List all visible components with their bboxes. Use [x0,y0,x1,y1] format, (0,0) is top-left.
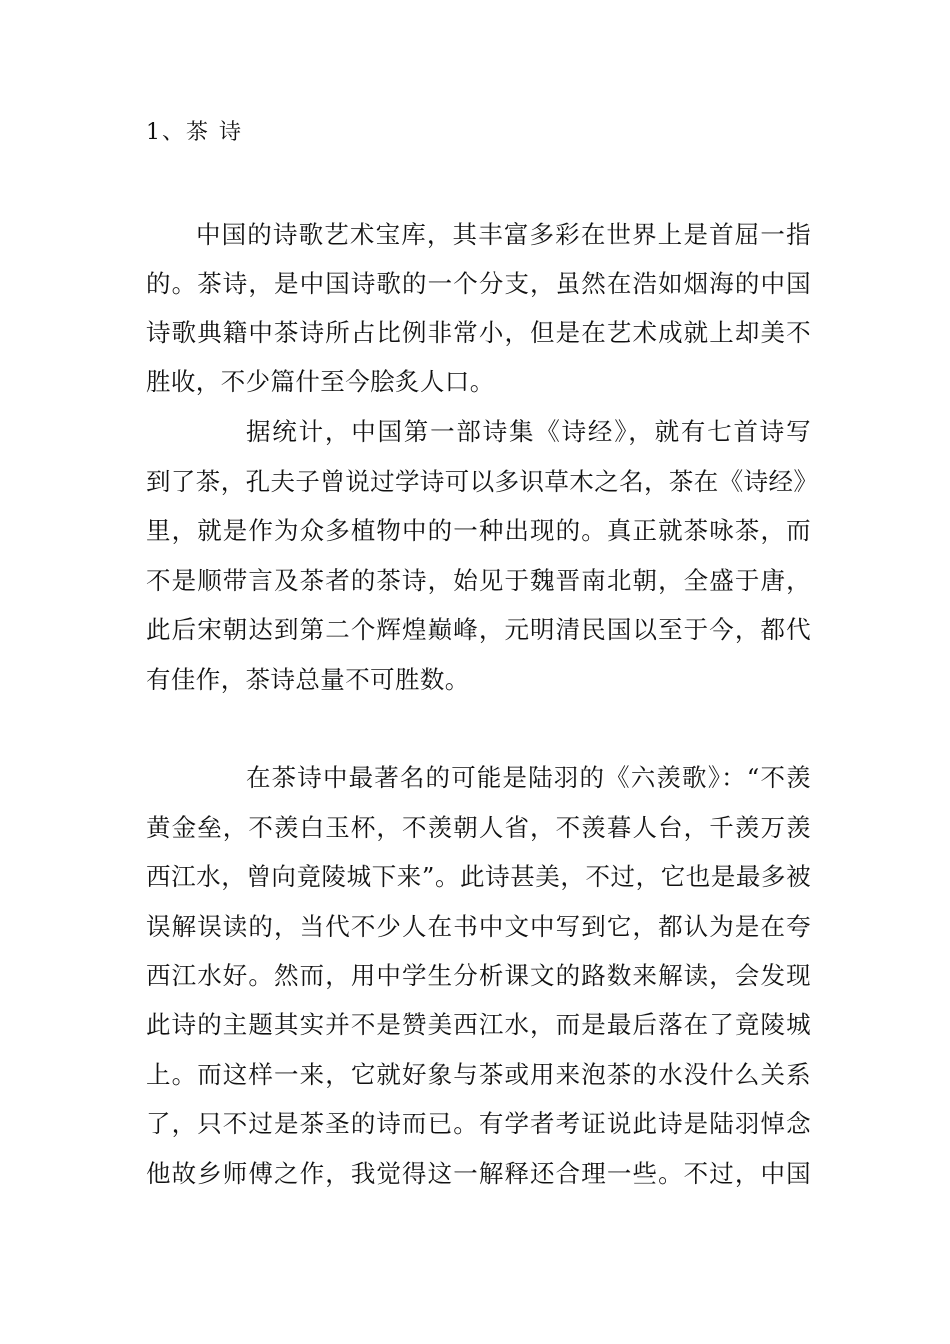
paragraph-3-line-3: 西江水，曾向竟陵城下来”。此诗甚美，不过，它也是最多被 [146,862,811,891]
paragraph-2-line-1: 据统计，中国第一部诗集《诗经》，就有七首诗写 [246,417,811,446]
paragraph-2-line-5: 此后宋朝达到第二个辉煌巅峰，元明清民国以至于今，都代 [146,615,811,644]
paragraph-3-line-7: 上。而这样一来，它就好象与茶或用来泡茶的水没什么关系 [146,1060,811,1089]
paragraph-2-line-6: 有佳作，茶诗总量不可胜数。 [146,665,470,694]
paragraph-1-line-2: 的。茶诗，是中国诗歌的一个分支，虽然在浩如烟海的中国 [146,269,811,298]
paragraph-3-line-8: 了，只不过是茶圣的诗而已。有学者考证说此诗是陆羽悼念 [146,1109,811,1138]
paragraph-2-line-3: 里，就是作为众多植物中的一种出现的。真正就茶咏茶，而 [146,516,811,545]
paragraph-3-line-5: 西江水好。然而，用中学生分析课文的路数来解读，会发现 [146,961,811,990]
paragraph-3-line-2: 黄金垒，不羡白玉杯，不羡朝人省，不羡暮人台，千羡万羡 [146,813,811,842]
paragraph-3-line-1: 在茶诗中最著名的可能是陆羽的《六羡歌》：“不羡 [246,763,811,792]
paragraph-2-line-2: 到了茶，孔夫子曾说过学诗可以多识草木之名，茶在《诗经》 [146,467,819,496]
paragraph-3-line-4: 误解误读的，当代不少人在书中文中写到它，都认为是在夸 [146,912,811,941]
paragraph-1-line-3: 诗歌典籍中茶诗所占比例非常小，但是在艺术成就上却美不 [146,318,811,347]
paragraph-2-line-4: 不是顺带言及茶者的茶诗，始见于魏晋南北朝，全盛于唐， [146,566,811,595]
section-heading: 1、茶 诗 [146,120,243,145]
paragraph-3-line-9: 他故乡师傅之作，我觉得这一解释还合理一些。不过，中国 [146,1159,811,1188]
paragraph-1-line-1: 中国的诗歌艺术宝库，其丰富多彩在世界上是首屈一指 [196,220,811,249]
paragraph-1-line-4: 胜收，不少篇什至今脍炙人口。 [146,367,495,396]
paragraph-3-line-6: 此诗的主题其实并不是赞美西江水，而是最后落在了竟陵城 [146,1010,811,1039]
